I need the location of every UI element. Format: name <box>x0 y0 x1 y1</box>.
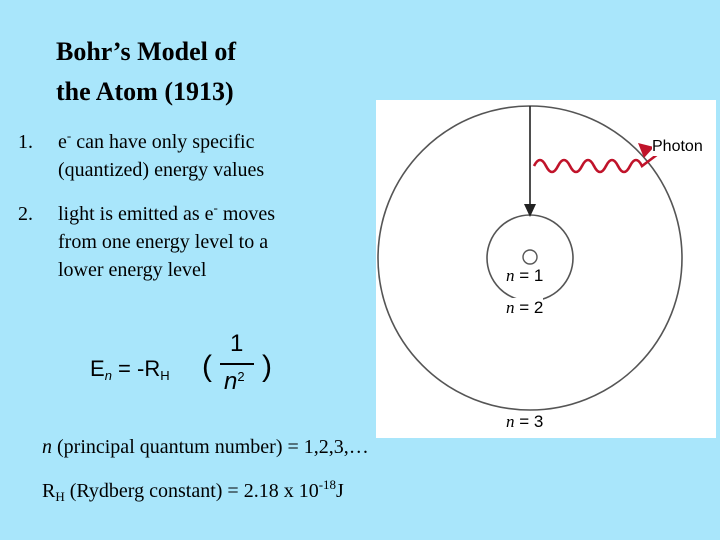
point-2-line-1-end: moves <box>217 203 276 225</box>
nucleus <box>523 250 537 264</box>
level-n1-value: = 1 <box>514 266 544 285</box>
bohr-atom-diagram <box>376 100 716 438</box>
level-label-n3 <box>506 412 543 432</box>
formula-E: E <box>90 356 105 381</box>
point-1-number: 1. <box>18 131 33 153</box>
level-n3-value: = 3 <box>514 412 544 431</box>
point-2-number: 2. <box>18 203 33 225</box>
note-rh-unit: J <box>336 480 344 502</box>
photon-wave <box>534 154 658 172</box>
level-n2-var: n <box>506 298 515 317</box>
formula-denominator-n: n <box>224 368 238 395</box>
formula-equals-R: = -R <box>111 356 161 381</box>
photon-label: Photon <box>652 138 703 155</box>
note-rh-exp: -18 <box>318 477 337 492</box>
point-2-line-2: from one energy level to a <box>58 231 269 253</box>
note-rh-text: (Rydberg constant) = 2.18 x 10 <box>64 480 319 502</box>
level-label-n2 <box>506 298 543 318</box>
point-1-line-2: (quantized) energy values <box>58 159 265 181</box>
point-1-electron: e <box>58 131 67 153</box>
point-1 <box>18 128 358 188</box>
note-principal-quantum-number <box>42 436 369 459</box>
note-rh-R: R <box>42 480 56 502</box>
level-n3-var: n <box>506 412 515 431</box>
point-1-line-1: can have only specific <box>71 131 255 153</box>
energy-formula <box>90 330 290 400</box>
level-n2-value: = 2 <box>514 298 544 317</box>
point-2-electron-charge: - <box>213 200 218 215</box>
note-rh-sub: H <box>55 489 65 504</box>
slide-title <box>56 32 236 112</box>
formula-open-paren: ( <box>202 350 212 383</box>
title-line-1: Bohr’s Model of <box>56 37 237 66</box>
formula-denominator-exp: 2 <box>237 369 245 384</box>
formula-numerator: 1 <box>230 330 244 357</box>
note-rydberg-constant <box>42 477 344 504</box>
level-label-n1 <box>506 266 543 286</box>
formula-close-paren: ) <box>262 350 272 383</box>
level-n1-var: n <box>506 266 515 285</box>
note-n-var: n <box>42 436 52 458</box>
formula-n-sub: n <box>104 368 112 383</box>
point-2 <box>18 200 358 290</box>
note-n-text: (principal quantum number) = 1,2,3,… <box>52 436 369 458</box>
fraction-bar <box>220 363 254 365</box>
formula-H-sub: H <box>160 368 170 383</box>
title-line-2: the Atom (1913) <box>56 77 234 106</box>
point-1-electron-charge: - <box>66 128 72 143</box>
point-2-line-1: light is emitted as e <box>58 203 214 225</box>
point-2-line-3: lower energy level <box>58 259 207 281</box>
